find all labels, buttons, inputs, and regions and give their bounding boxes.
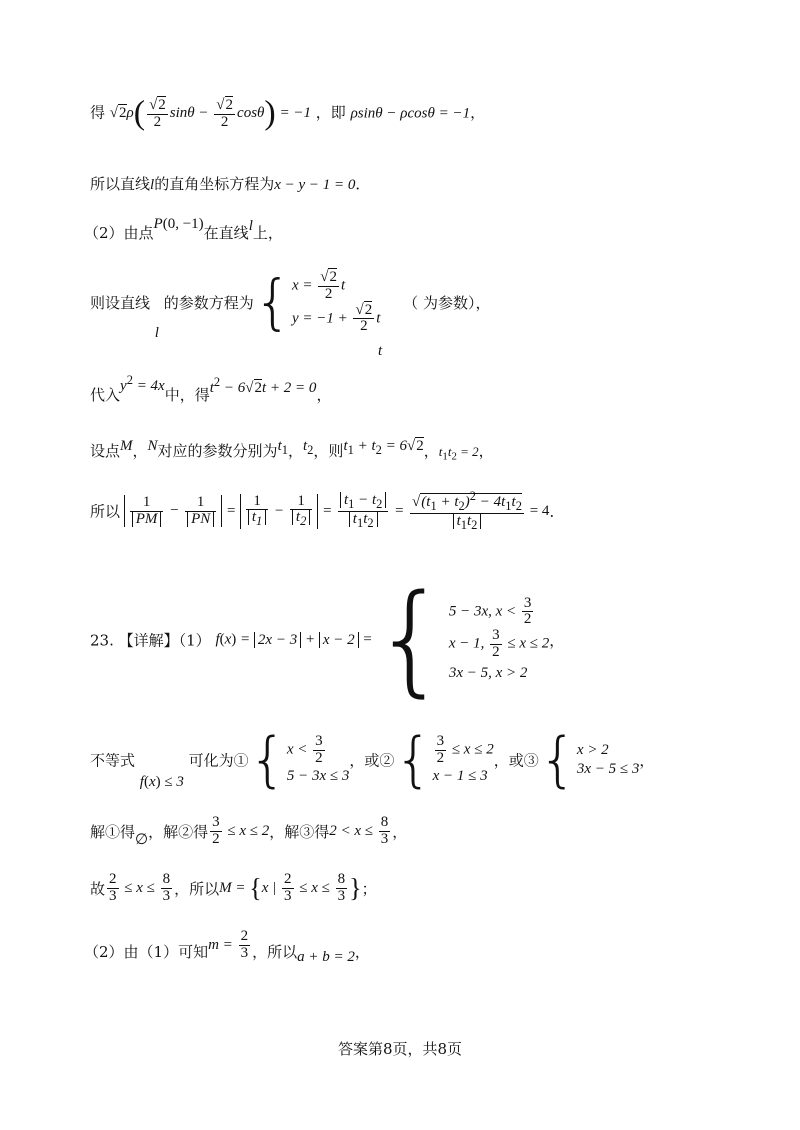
- math-expression: l: [248, 218, 253, 234]
- text: ，: [354, 942, 370, 961]
- equation-line-12: [84, 928, 370, 968]
- brace: {: [394, 725, 433, 795]
- math-expression: $\frac{2}{3}$ ≤ x ≤ $\frac{8}{3}$: [109, 871, 171, 904]
- text: 可化为①: [188, 751, 249, 770]
- text: 所以: [90, 502, 121, 521]
- text: ，则: [313, 442, 344, 460]
- math-expression: $y^2 = 4x$: [120, 373, 165, 394]
- equation-line-9: [90, 725, 655, 795]
- equation-line-5: [90, 373, 332, 405]
- case-system-3: x > 2 3x − 5 ≤ 3: [576, 742, 640, 777]
- math-expression: $t_2$: [303, 438, 314, 457]
- text: ，: [549, 631, 565, 650]
- math-expression: t: [378, 343, 383, 359]
- empty-set-symbol: ∅: [135, 831, 149, 848]
- text: ，所以: [252, 942, 298, 961]
- math-expression: m = $\frac{2}{3}$: [208, 928, 249, 961]
- text: （2）由（1）可知: [84, 942, 209, 961]
- text: 故: [90, 879, 106, 898]
- math-expression: l: [150, 177, 155, 193]
- math-expression: √2ρ( $\frac{√2}{2}$ sinθ − $\frac{√2}{2}$ cosθ) = −1: [109, 95, 311, 132]
- text: 的参数方程为: [163, 294, 254, 312]
- page-footer: 答案第8页，共8页: [337, 1040, 463, 1058]
- text: 23. 【详解】（1）: [90, 631, 211, 650]
- equation-line-7: [90, 490, 564, 532]
- text: 在直线: [203, 224, 249, 242]
- equation-line-1: [90, 95, 485, 133]
- brace: {: [538, 725, 577, 795]
- equation-line-11: [90, 872, 377, 905]
- math-expression: ρsinθ − ρcosθ = −1: [350, 105, 471, 122]
- math-expression: $t_1t_2 = 2$: [438, 444, 479, 463]
- text: 得: [90, 103, 106, 122]
- text: 代入: [90, 386, 121, 404]
- equation-line-2: [90, 173, 370, 194]
- math-expression: x − y − 1 = 0: [274, 177, 356, 193]
- equation-line-3: [84, 216, 283, 243]
- brace: {: [248, 725, 287, 795]
- text: ；: [361, 879, 377, 898]
- math-expression: $\frac{1}{PM}$ − $\frac{1}{PN}$ = $\frac{1}{t_1}$ − $\frac{1}{t_2}$ = $\frac{t_1 - t_2}{t_1t_2}$ = $\frac{√(t_1 + t_2)^2 - 4t_1t_2}{t_1t_2}$ = 4: [120, 503, 549, 519]
- equation-line-4: [90, 267, 491, 341]
- text: ，或③: [493, 751, 539, 770]
- text: 上，: [252, 224, 283, 242]
- text: 解①得: [90, 822, 136, 841]
- text: ，: [316, 386, 332, 404]
- math-expression: 2 < x ≤ $\frac{8}{3}$: [329, 814, 389, 847]
- text: ，或②: [349, 751, 395, 770]
- text: （ 为参数），: [403, 294, 491, 312]
- text: ，: [639, 751, 655, 770]
- text: ，: [478, 442, 494, 460]
- text: ，解③得: [269, 822, 330, 841]
- math-expression: $\frac{3}{2}$ ≤ x ≤ 2: [212, 814, 270, 847]
- text: ，所以: [174, 879, 220, 898]
- math-expression: M = {x | $\frac{2}{3}$ ≤ x ≤ $\frac{8}{3}$ }: [219, 871, 362, 904]
- param-system: x = $\frac{√2}{2}$ t y = −1 + $\frac{√2}{2}$ t: [291, 269, 381, 335]
- text: ，: [470, 103, 486, 122]
- math-expression: l: [154, 324, 159, 341]
- text: ，即: [315, 103, 346, 122]
- math-expression: $t^2 - 6√2t + 2 = 0$: [209, 375, 317, 396]
- text: 中，得: [164, 386, 210, 404]
- math-expression: M: [120, 438, 133, 454]
- case-system-2: $\frac{3}{2}$ ≤ x ≤ 2 x − 1 ≤ 3: [432, 733, 494, 784]
- text: ．: [549, 502, 565, 521]
- math-expression: $t_1$: [277, 438, 288, 457]
- text: ，解②得: [148, 822, 209, 841]
- math-expression: f(x) = 2x − 3 + x − 2 =: [215, 631, 373, 648]
- brace: {: [372, 570, 449, 709]
- math-expression: a + b = 2: [297, 948, 355, 965]
- equation-line-6: 设点M，N对应的参数分别为$t_1$，$t_2$，则$t_1 + t_2 = 6√2$，$t_1t_2 = 2$，: [90, 438, 494, 463]
- text: 设点: [90, 442, 121, 460]
- math-expression: N: [147, 438, 158, 454]
- text: 则设直线: [90, 294, 151, 312]
- math-expression: f(x) ≤ 3: [139, 773, 184, 790]
- math-expression: $t_1 + t_2 = 6√2$: [343, 438, 424, 457]
- text: ．: [355, 175, 371, 193]
- text: 的直角坐标方程为: [154, 175, 275, 193]
- case-system-1: x < $\frac{3}{2}$ 5 − 3x ≤ 3: [286, 733, 350, 784]
- equation-line-10: [90, 815, 407, 848]
- piecewise-system: 5 − 3x, x < $\frac{3}{2}$ x − 1, $\frac{3}{2}$ ≤ x ≤ 2 3x − 5, x > 2: [448, 594, 550, 681]
- math-expression: P(0, −1): [153, 216, 204, 232]
- equation-line-8: [90, 570, 565, 709]
- text: ，: [392, 822, 408, 841]
- text: 所以直线: [90, 175, 151, 193]
- text: 对应的参数分别为: [157, 442, 278, 460]
- brace: {: [253, 267, 292, 338]
- text: 不等式: [90, 751, 136, 770]
- text: （2）由点: [84, 224, 154, 242]
